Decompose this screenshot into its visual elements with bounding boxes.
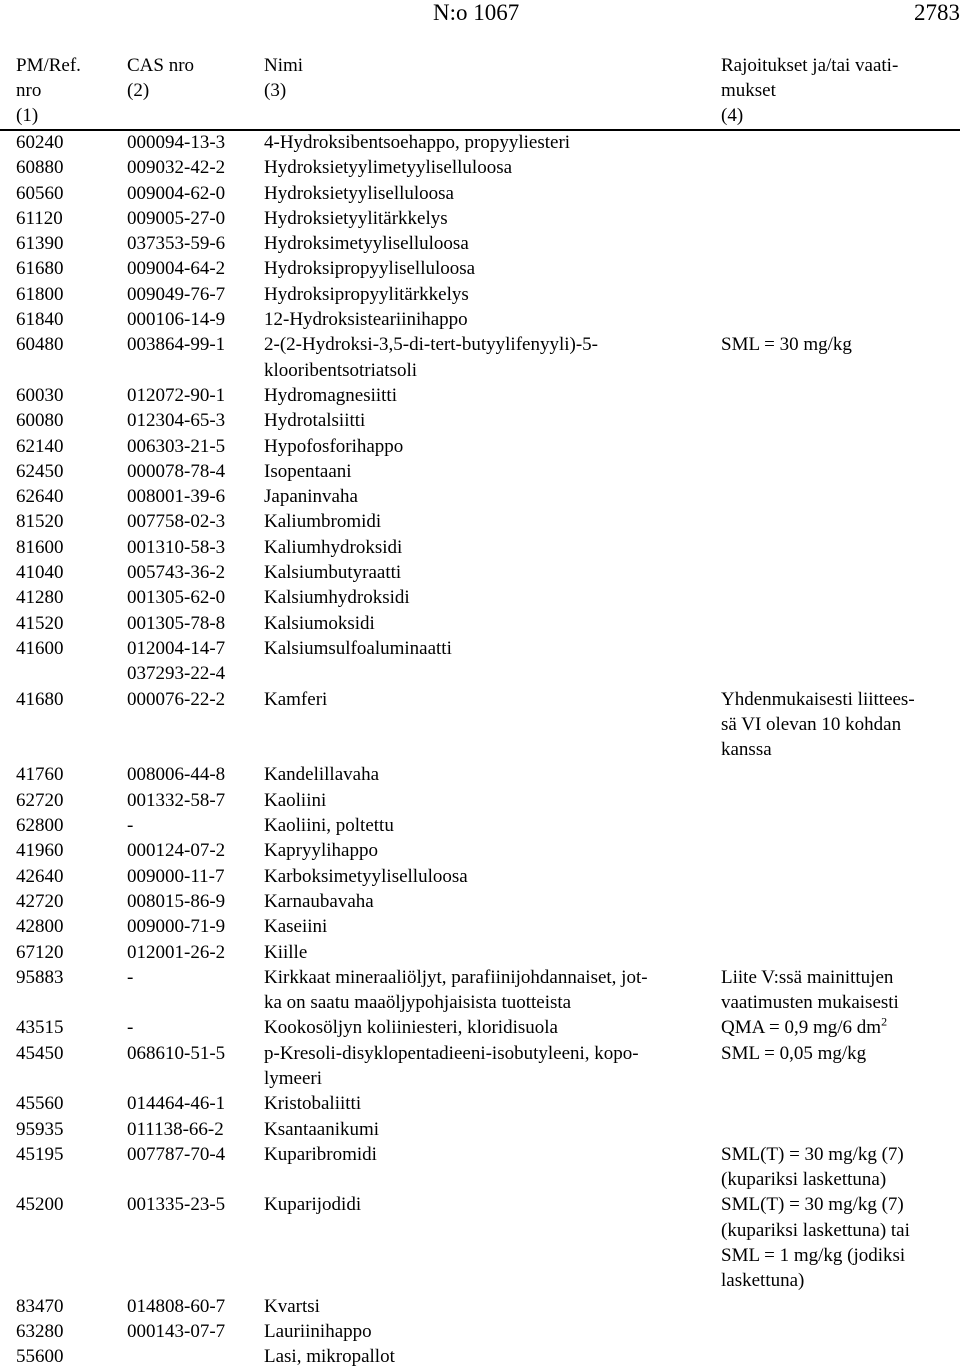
ref-number: 81520 [16,511,64,533]
table-row [0,307,960,332]
table-row [0,1142,960,1167]
ref-number: 60880 [16,157,64,179]
substance-name: Hydroksietyylimetyyliselluloosa [264,157,513,179]
cas-number: 009000-71-9 [127,916,226,938]
page-header [0,0,960,30]
cas-number: 005743-36-2 [127,562,226,584]
ref-number: 41960 [16,840,64,862]
substance-name: Hydroksipropyylitärkkelys [264,283,469,305]
column-header-restrictions: Rajoitukset ja/tai vaati- mukset (4) [721,55,899,126]
table-row [0,256,960,281]
table-row [0,990,960,1015]
substance-name: Kamferi [264,688,328,710]
substance-name: Hydroksietyylitärkkelys [264,207,448,229]
table-row [0,762,960,787]
table-row [0,1117,960,1142]
table-row [0,130,960,155]
restriction: kanssa [721,739,772,761]
substance-name: Kookosöljyn koliiniesteri, kloridisuola [264,1017,558,1039]
cas-number: - [127,966,134,988]
substance-name: Kuparibromidi [264,1143,377,1165]
ref-number: 60480 [16,334,64,356]
substance-name: ka on saatu maaöljypohjaisista tuotteista [264,992,572,1014]
ref-number: 41040 [16,562,64,584]
table-row [0,231,960,256]
substance-name: p-Kresoli-disyklopentadieeni-isobutyleeni, kopo- [264,1042,639,1064]
ref-number: 61680 [16,258,64,280]
cas-number: 000124-07-2 [127,840,226,862]
table-row [0,1041,960,1066]
cas-number: 000143-07-7 [127,1320,226,1342]
cas-number: 014808-60-7 [127,1295,226,1317]
table-row [0,1167,960,1192]
column-header-ref: PM/Ref. nro (1) [16,55,81,126]
cas-number: 009032-42-2 [127,157,226,179]
cas-number: 012304-65-3 [127,410,226,432]
table-row [0,838,960,863]
ref-number: 45195 [16,1143,64,1165]
ref-number: 61120 [16,207,63,229]
restriction: Liite V:ssä mainittujen [721,966,894,988]
table-row [0,661,960,686]
substance-name: Kandelillavaha [264,764,380,786]
ref-number: 55600 [16,1346,64,1368]
table-row [0,1294,960,1319]
cas-number: 008006-44-8 [127,764,226,786]
table-row [0,585,960,610]
cas-number: 001332-58-7 [127,789,226,811]
ref-number: 67120 [16,941,64,963]
ref-number: 41680 [16,688,64,710]
table-row [0,459,960,484]
substance-name: lymeeri [264,1067,323,1089]
restriction: SML(T) = 30 mg/kg (7) [721,1143,904,1165]
cas-number: 000078-78-4 [127,460,226,482]
cas-number: 009004-64-2 [127,258,226,280]
substance-name: Lauriinihappo [264,1320,372,1342]
substance-name: Hydroksipropyyliselluloosa [264,258,476,280]
table-row [0,383,960,408]
substance-name: Kvartsi [264,1295,320,1317]
ref-number: 62640 [16,486,64,508]
substance-name: Ksantaanikumi [264,1118,380,1140]
cas-number: 009005-27-0 [127,207,226,229]
table-row [0,484,960,509]
table-row [0,788,960,813]
ref-number: 95935 [16,1118,64,1140]
substance-name: Kuparijodidi [264,1194,362,1216]
ref-number: 83470 [16,1295,64,1317]
restriction: vaatimusten mukaisesti [721,992,899,1014]
substance-name: Hydrotalsiitti [264,410,366,432]
ref-number: 45450 [16,1042,64,1064]
table-row [0,687,960,712]
substance-name: Kalsiumhydroksidi [264,587,410,609]
substance-name: Hydroksimetyyliselluloosa [264,233,469,255]
substance-name: Kalsiumbutyraatti [264,562,402,584]
substance-name: Kaoliini, poltettu [264,815,394,837]
cas-number: 001310-58-3 [127,536,226,558]
substance-name: Kaliumhydroksidi [264,536,403,558]
table-row [0,181,960,206]
ref-number: 62140 [16,435,64,457]
substance-name: Lasi, mikropallot [264,1346,395,1368]
substance-name: Kirkkaat mineraaliöljyt, parafiinijohdannaiset, jot- [264,966,648,988]
table-row [0,1344,960,1369]
cas-number: 068610-51-5 [127,1042,226,1064]
table-row [0,1066,960,1091]
ref-number: 60240 [16,132,64,153]
page-number: 2783 [914,0,960,25]
ref-number: 42800 [16,916,64,938]
table-row [0,1319,960,1344]
cas-number: 012004-14-7 [127,637,226,659]
ref-number: 45560 [16,1093,64,1115]
restriction: (kupariksi laskettuna) [721,1169,887,1191]
cas-number: 014464-46-1 [127,1093,226,1115]
ref-number: 61840 [16,309,64,331]
table-row [0,560,960,585]
substance-name: Kapryylihappo [264,840,378,862]
cas-number: 007787-70-4 [127,1143,226,1165]
substance-table [0,130,960,1370]
table-row [0,155,960,180]
table-row [0,1192,960,1217]
column-header-cas: CAS nro (2) [127,55,195,101]
table-row [0,737,960,762]
table-column-headers [0,53,960,131]
substance-name: 4-Hydroksibentsoehappo, propyyliesteri [264,132,571,153]
cas-number: 012072-90-1 [127,384,226,406]
table-row [0,940,960,965]
cas-number: 008001-39-6 [127,486,226,508]
table-row [0,1218,960,1243]
ref-number: 81600 [16,536,64,558]
substance-name: Kaliumbromidi [264,511,382,533]
table-row [0,712,960,737]
table-row [0,813,960,838]
cas-number: 001335-23-5 [127,1194,226,1216]
table-row [0,914,960,939]
restriction: (kupariksi laskettuna) tai [721,1219,910,1241]
ref-number: 43515 [16,1017,64,1039]
table-row [0,864,960,889]
substance-name: Isopentaani [264,460,352,482]
cas-number: 003864-99-1 [127,334,226,356]
table-row [0,965,960,990]
ref-number: 95883 [16,966,64,988]
ref-number: 60030 [16,384,64,406]
substance-name: Kaseiini [264,916,328,938]
ref-number: 62450 [16,460,64,482]
table-row [0,206,960,231]
table-row [0,282,960,307]
substance-name: Kalsiumsulfoaluminaatti [264,637,452,659]
cas-number: 007758-02-3 [127,511,226,533]
ref-number: 42640 [16,865,64,887]
ref-number: 45200 [16,1194,64,1216]
ref-number: 63280 [16,1320,64,1342]
table-row [0,408,960,433]
substance-name: Kiille [264,941,308,963]
cas-number: 009049-76-7 [127,283,226,305]
restriction: SML(T) = 30 mg/kg (7) [721,1194,904,1216]
ref-number: 60080 [16,410,64,432]
cas-number: 011138-66-2 [127,1118,224,1140]
cas-number: 000106-14-9 [127,309,226,331]
restriction: SML = 1 mg/kg (jodiksi [721,1245,906,1267]
substance-name: Hypofosforihappo [264,435,404,457]
cas-number: 009000-11-7 [127,865,225,887]
ref-number: 61800 [16,283,64,305]
substance-name: Karnaubavaha [264,890,374,912]
table-row [0,434,960,459]
substance-name: Karboksimetyyliselluloosa [264,865,468,887]
restriction: SML = 0,05 mg/kg [721,1042,867,1064]
ref-number: 42720 [16,890,64,912]
ref-number: 60560 [16,182,64,204]
substance-name: Kalsiumoksidi [264,612,375,634]
ref-number: 41520 [16,612,64,634]
substance-name: klooribentsotriatsoli [264,359,418,381]
cas-number: 008015-86-9 [127,890,226,912]
restriction: Yhdenmukaisesti liittees- [721,688,915,710]
table-row [0,611,960,636]
table-row [0,535,960,560]
ref-number: 41760 [16,764,64,786]
table-row [0,1268,960,1293]
table-row [0,509,960,534]
table-row [0,636,960,661]
table-row [0,889,960,914]
cas-number: - [127,1017,134,1039]
table-row [0,1015,960,1040]
superscript: 2 [881,1015,888,1030]
cas-number: 001305-62-0 [127,587,226,609]
cas-number: 037293-22-4 [127,663,226,685]
cas-number: 000076-22-2 [127,688,226,710]
restriction: SML = 30 mg/kg [721,334,852,356]
ref-number: 62800 [16,815,64,837]
cas-number: 006303-21-5 [127,435,226,457]
document-number: N:o 1067 [433,0,520,25]
substance-name: Hydromagnesiitti [264,384,397,406]
cas-number: 000094-13-3 [127,132,226,153]
ref-number: 62720 [16,789,64,811]
table-row [0,332,960,357]
ref-number: 41280 [16,587,64,609]
column-header-name: Nimi (3) [264,55,304,101]
substance-name: 12-Hydroksisteariinihappo [264,309,468,331]
restriction: QMA = 0,9 mg/6 $dm^2$ [721,1015,888,1039]
table-row [0,358,960,383]
substance-name: Japaninvaha [264,486,358,508]
cas-number: - [127,815,134,837]
substance-name: Kaoliini [264,789,327,811]
substance-name: 2-(2-Hydroksi-3,5-di-tert-butyylifenyyli)-5- [264,334,598,356]
substance-name: Hydroksietyyliselluloosa [264,182,454,204]
table-row [0,1091,960,1116]
cas-number: 037353-59-6 [127,233,226,255]
ref-number: 61390 [16,233,64,255]
table-row [0,1243,960,1268]
ref-number: 41600 [16,637,64,659]
substance-name: Kristobaliitti [264,1093,362,1115]
cas-number: 009004-62-0 [127,182,226,204]
cas-number: 001305-78-8 [127,612,226,634]
cas-number: 012001-26-2 [127,941,226,963]
restriction: laskettuna) [721,1270,805,1292]
restriction: sä VI olevan 10 kohdan [721,713,902,735]
